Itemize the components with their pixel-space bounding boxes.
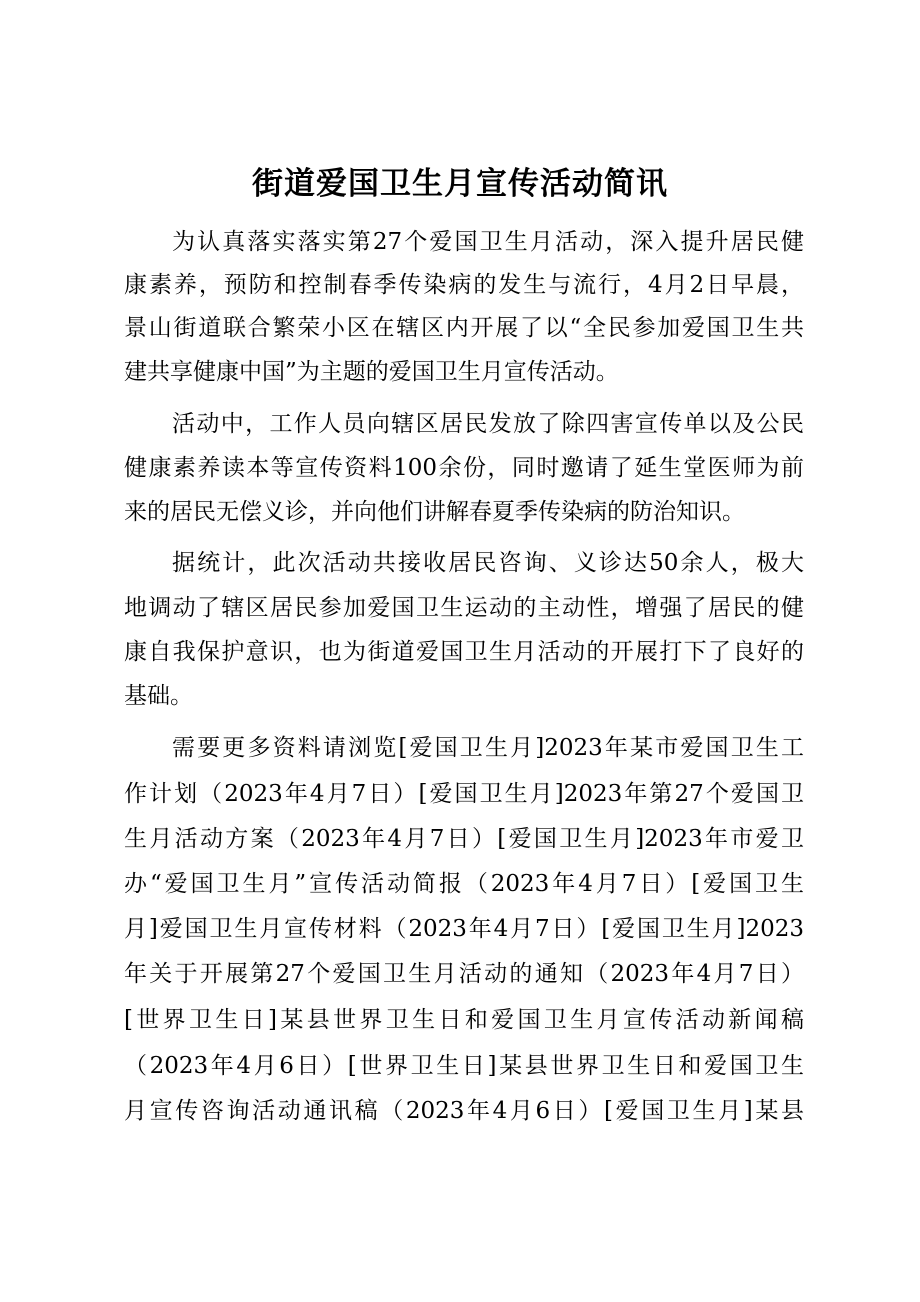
- paragraph-line: 月]爱国卫生月宣传材料（2023年4月7日）[爱国卫生月]2023: [124, 916, 804, 942]
- paragraph-line: 景山街道联合繁荣小区在辖区内开展了以“全民参加爱国卫生共: [124, 315, 804, 341]
- paragraph-line: 生月活动方案（2023年4月7日）[爱国卫生月]2023年市爱卫: [124, 826, 804, 852]
- paragraph-line: 健康素养读本等宣传资料100余份，同时邀请了延生堂医师为前: [124, 455, 804, 481]
- paragraph-line: 月宣传咨询活动通讯稿（2023年4月6日）[爱国卫生月]某县: [124, 1098, 804, 1124]
- paragraph-line: 建共享健康中国”为主题的爱国卫生月宣传活动。: [124, 359, 619, 385]
- paragraph-line: 康自我保护意识，也为街道爱国卫生月活动的开展打下了良好的: [124, 639, 804, 665]
- paragraph-line: 为认真落实落实第27个爱国卫生月活动，深入提升居民健: [172, 229, 804, 255]
- document-title: 街道爱国卫生月宣传活动简讯: [252, 166, 668, 202]
- paragraph-line: 年关于开展第27个爱国卫生月活动的通知（2023年4月7日）: [124, 961, 804, 987]
- paragraph-line: 地调动了辖区居民参加爱国卫生运动的主动性，增强了居民的健: [124, 595, 804, 621]
- paragraph-line: 据统计，此次活动共接收居民咨询、义诊达50余人，极大: [172, 550, 804, 576]
- paragraph-line: 活动中，工作人员向辖区居民发放了除四害宣传单以及公民: [172, 411, 804, 437]
- paragraph-line: （2023年4月6日）[世界卫生日]某县世界卫生日和爱国卫生: [124, 1053, 804, 1079]
- paragraph-line: 作计划（2023年4月7日）[爱国卫生月]2023年第27个爱国卫: [124, 781, 804, 807]
- paragraph-line: 来的居民无偿义诊，并向他们讲解春夏季传染病的防治知识。: [124, 499, 745, 525]
- paragraph-line: 基础。: [124, 683, 193, 709]
- paragraph-line: 办“爱国卫生月”宣传活动简报（2023年4月7日）[爱国卫生: [124, 871, 804, 897]
- paragraph-line: 需要更多资料请浏览[爱国卫生月]2023年某市爱国卫生工: [172, 735, 804, 761]
- paragraph-line: [世界卫生日]某县世界卫生日和爱国卫生月宣传活动新闻稿: [124, 1007, 804, 1033]
- paragraph-line: 康素养，预防和控制春季传染病的发生与流行，4月2日早晨，: [124, 272, 804, 298]
